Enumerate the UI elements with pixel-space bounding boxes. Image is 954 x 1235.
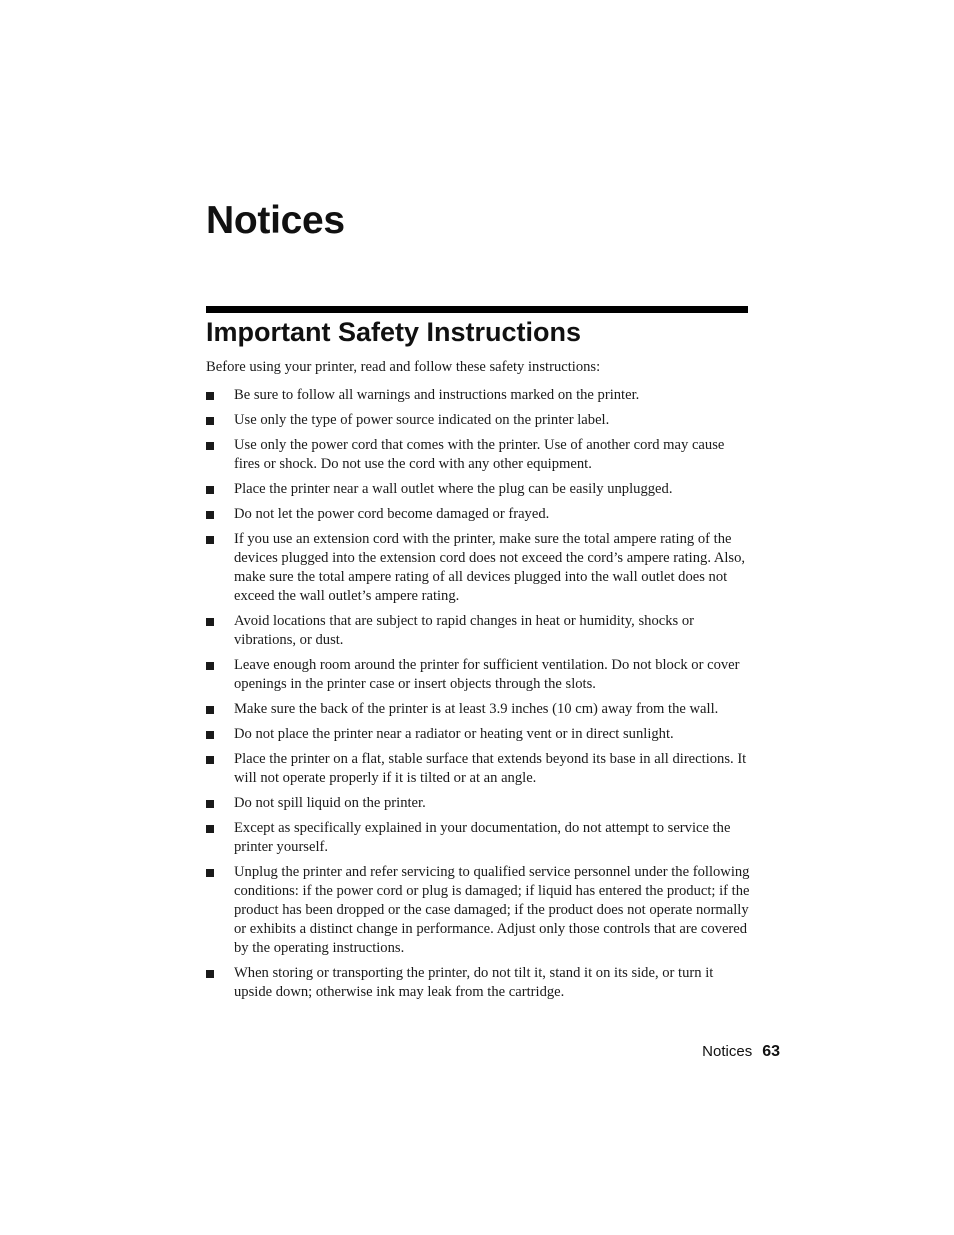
black-square-icon [206,417,214,425]
list-item-text: Unplug the printer and refer servicing to qualified service personnel under the following conditions: if the power cord or plug is damaged; if liquid has entered the product; if the product has been dropped or the case damaged; if the product does not operate normally or exhibits a distinct change in performance. Adjust only those controls that are covered by the operating instructions. [234,864,750,956]
list-item [206,725,751,744]
black-square-icon [206,486,214,494]
list-item [206,656,751,694]
list-item-text: When storing or transporting the printer, do not tilt it, stand it on its side, or turn it upside down; otherwise ink may leak from the cartridge. [234,965,714,1000]
list-item-text: Place the printer on a flat, stable surface that extends beyond its base in all directions. It will not operate properly if it is tilted or at an angle. [234,751,747,786]
list-item [206,964,751,1002]
list-item [206,750,751,788]
list-item-text: Use only the type of power source indicated on the printer label. [234,412,610,428]
black-square-icon [206,392,214,400]
list-item-text: Be sure to follow all warnings and instructions marked on the printer. [234,387,640,403]
intro-paragraph: Before using your printer, read and follow these safety instructions: [206,359,601,375]
list-item-text: Leave enough room around the printer for sufficient ventilation. Do not block or cover openings in the printer case or insert objects through the slots. [234,657,740,692]
black-square-icon [206,970,214,978]
black-square-icon [206,825,214,833]
list-item [206,386,751,405]
black-square-icon [206,536,214,544]
list-item-text: Do not place the printer near a radiator or heating vent or in direct sunlight. [234,726,674,742]
list-item-text: Place the printer near a wall outlet where the plug can be easily unplugged. [234,481,673,497]
list-item [206,819,751,857]
page-footer [600,1042,780,1062]
list-item [206,530,751,606]
black-square-icon [206,706,214,714]
list-item-text: Use only the power cord that comes with the printer. Use of another cord may cause fires or shock. Do not use the cord with any other equipment. [234,437,725,472]
list-item [206,863,751,958]
list-item [206,700,751,719]
black-square-icon [206,731,214,739]
safety-instructions-list [206,386,751,1002]
list-item [206,505,751,524]
list-item-text: If you use an extension cord with the printer, make sure the total ampere rating of the devices plugged into the extension cord does not exceed the cord’s ampere rating. Also, make sure the total ampere rating of all devices plugged into the wall outlet does not exceed the wall outlet’s ampere rating. [234,531,746,604]
list-item [206,480,751,499]
list-item [206,794,751,813]
black-square-icon [206,618,214,626]
footer-section-name: Notices [702,1043,753,1060]
list-item [206,612,751,650]
list-item-text: Do not spill liquid on the printer. [234,795,426,811]
black-square-icon [206,756,214,764]
black-square-icon [206,662,214,670]
black-square-icon [206,800,214,808]
page-title: Notices [206,199,345,242]
list-item [206,411,751,430]
section-heading: Important Safety Instructions [206,317,582,347]
content-body [206,358,751,1008]
black-square-icon [206,511,214,519]
list-item-text: Avoid locations that are subject to rapid changes in heat or humidity, shocks or vibrations, or dust. [234,613,694,648]
list-item-text: Except as specifically explained in your documentation, do not attempt to service the printer yourself. [234,820,731,855]
black-square-icon [206,442,214,450]
list-item-text: Make sure the back of the printer is at least 3.9 inches (10 cm) away from the wall. [234,701,719,717]
black-square-icon [206,869,214,877]
list-item-text: Do not let the power cord become damaged or frayed. [234,506,550,522]
section-divider [206,306,748,313]
page-number: 63 [762,1043,780,1060]
list-item [206,436,751,474]
